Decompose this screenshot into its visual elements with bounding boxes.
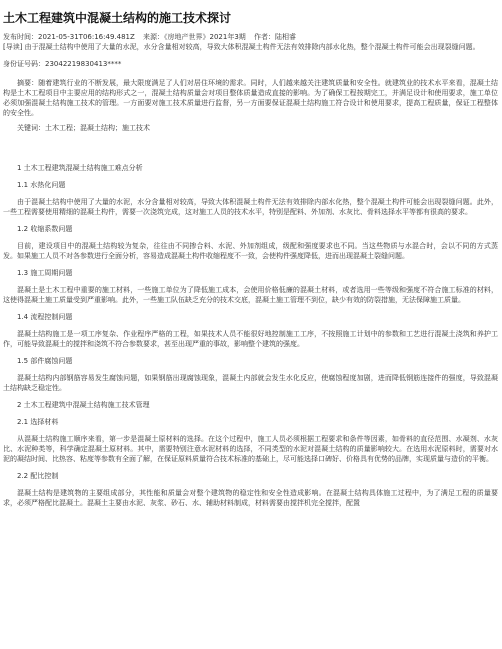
section-heading-1: 1 土木工程建筑混凝土结构施工难点分析 xyxy=(17,164,143,172)
paragraph-1-1: 由于混凝土结构中使用了大量的水泥，水分含量相对较高，导致大体积混凝土构件无法有效排除内部水化热，整个混凝土构件可能会出现裂缝问题。此外，一些工程需要使用精细的混凝土构件，需要一次浇筑完成，这对施工人员的技术水平，特别是配料、外加剂、水灰比、骨料选择水平等都有很高的要求。 xyxy=(3,198,498,216)
keywords: 关键词：土木工程；混凝土结构；施工技术 xyxy=(17,124,150,132)
source: 来源：《房地产世界》2021年3期 xyxy=(143,33,246,41)
article-title: 土木工程建筑中混凝土结构的施工技术探讨 xyxy=(3,11,232,25)
id-number: 身份证号码：23042219830413**** xyxy=(3,60,122,68)
paragraph-2-1: 从混凝土结构施工顺序来看，第一步是混凝土原材料的选择。在这个过程中，施工人员必须根据工程要求和条件等因素，如骨料的直径范围、水凝剂、水灰比、水泥种类等，科学确定混凝土原材料。其中，需要特别注意水泥材料的选择，不同类型的水泥对混凝土结构的质量影响较大。在选用水泥原料时，需要对水泥的凝结时间、比热容、粘度等参数有全面了解，在保证原料质量符合技术标准的基础上，尽可能选择口碑好、价格具有优势的品牌，实现质量与造价的平衡。 xyxy=(3,435,498,463)
paragraph-1-5: 混凝土结构内部钢筋容易发生腐蚀问题，如果钢筋出现腐蚀现象，混凝土内部就会发生水化反应，使腐蚀程度加剧，进而降低钢筋连接件的强度，导致混凝土结构缺乏稳定性。 xyxy=(3,374,498,392)
section-heading-1-5: 1.5 部件腐蚀问题 xyxy=(17,357,73,365)
abstract: 摘要：随着建筑行业的不断发展，最大限度满足了人们对居住环境的需求。同时，人们越来越关注建筑质量和安全性。就建筑业的技术水平来看，混凝土结构是土木工程项目中主要应用的结构形式之一，混凝土结构质量会对项目整体质量造成直接的影响。为了确保工程按期完工，并满足设计和使用要求，施工单位必须加强混凝土结构施工技术的管理。一方面要对施工技术质量进行监督，另一方面要保证混凝土结构施工符合设计和使用要求，提高工程质量，保证工程整体的安全性。 xyxy=(3,79,498,117)
publish-time: 发布时间：2021-05-31T06:16:49.481Z xyxy=(3,33,135,41)
paragraph-1-3: 混凝土是土木工程中重要的施工材料，一些施工单位为了降低施工成本，会使用价格低廉的混凝土材料，或者选用一些等级和强度不符合施工标准的材料，这使得混凝土施工质量受到严重影响。此外，一些施工队伍缺乏充分的技术交底，混凝土施工管理不到位，缺少有效的防裂措施，无法保障施工质量。 xyxy=(3,286,498,304)
section-heading-2-2: 2.2 配比控制 xyxy=(17,472,59,480)
section-heading-1-3: 1.3 施工周期问题 xyxy=(17,269,73,277)
paragraph-1-4: 混凝土结构施工是一项工序复杂、作业程序严格的工程，如果技术人员不能很好地控制施工工序，不按照施工计划中的参数和工艺进行混凝土浇筑和养护工作，可能导致混凝土的搅拌和浇筑不符合参数要求，甚至出现严重的事故，影响整个建筑的强度。 xyxy=(3,330,498,348)
article-meta xyxy=(3,32,498,42)
section-heading-2-1: 2.1 选择材料 xyxy=(17,418,59,426)
section-heading-1-2: 1.2 收缩系数问题 xyxy=(17,225,73,233)
paragraph-1-2: 目前，建设项目中的混凝土结构较为复杂，往往由不同掺合料、水泥、外加剂组成，级配和强度要求也不同。当这些物质与水混合时，会以不同的方式蒸发。如果施工人员不对各参数进行全面分析，容易造成混凝土构件收缩程度不一致，会使构件强度降低，进而出现混凝土裂缝问题。 xyxy=(3,242,498,260)
section-heading-1-4: 1.4 流程控制问题 xyxy=(17,313,73,321)
section-heading-1-1: 1.1 水热化问题 xyxy=(17,181,66,189)
section-heading-2: 2 土木工程建筑中混凝土结构施工技术管理 xyxy=(17,401,150,409)
guide-text: [导读] 由于混凝土结构中使用了大量的水泥，水分含量相对较高，导致大体积混凝土构件无法有效排除内部水化热，整个混凝土构件可能会出现裂缝问题。 xyxy=(3,43,480,51)
author: 作者：陆相睿 xyxy=(254,33,297,41)
paragraph-2-2: 混凝土结构是建筑物的主要组成部分，其性能和质量会对整个建筑物的稳定性和安全性造成影响。在混凝土结构具体施工过程中，为了满足工程的质量要求，必须严格配比混凝土。混凝土主要由水泥、灰浆、砂石、水、辅助材料制成，材料需要由搅拌机完全搅拌，配置 xyxy=(3,489,498,507)
